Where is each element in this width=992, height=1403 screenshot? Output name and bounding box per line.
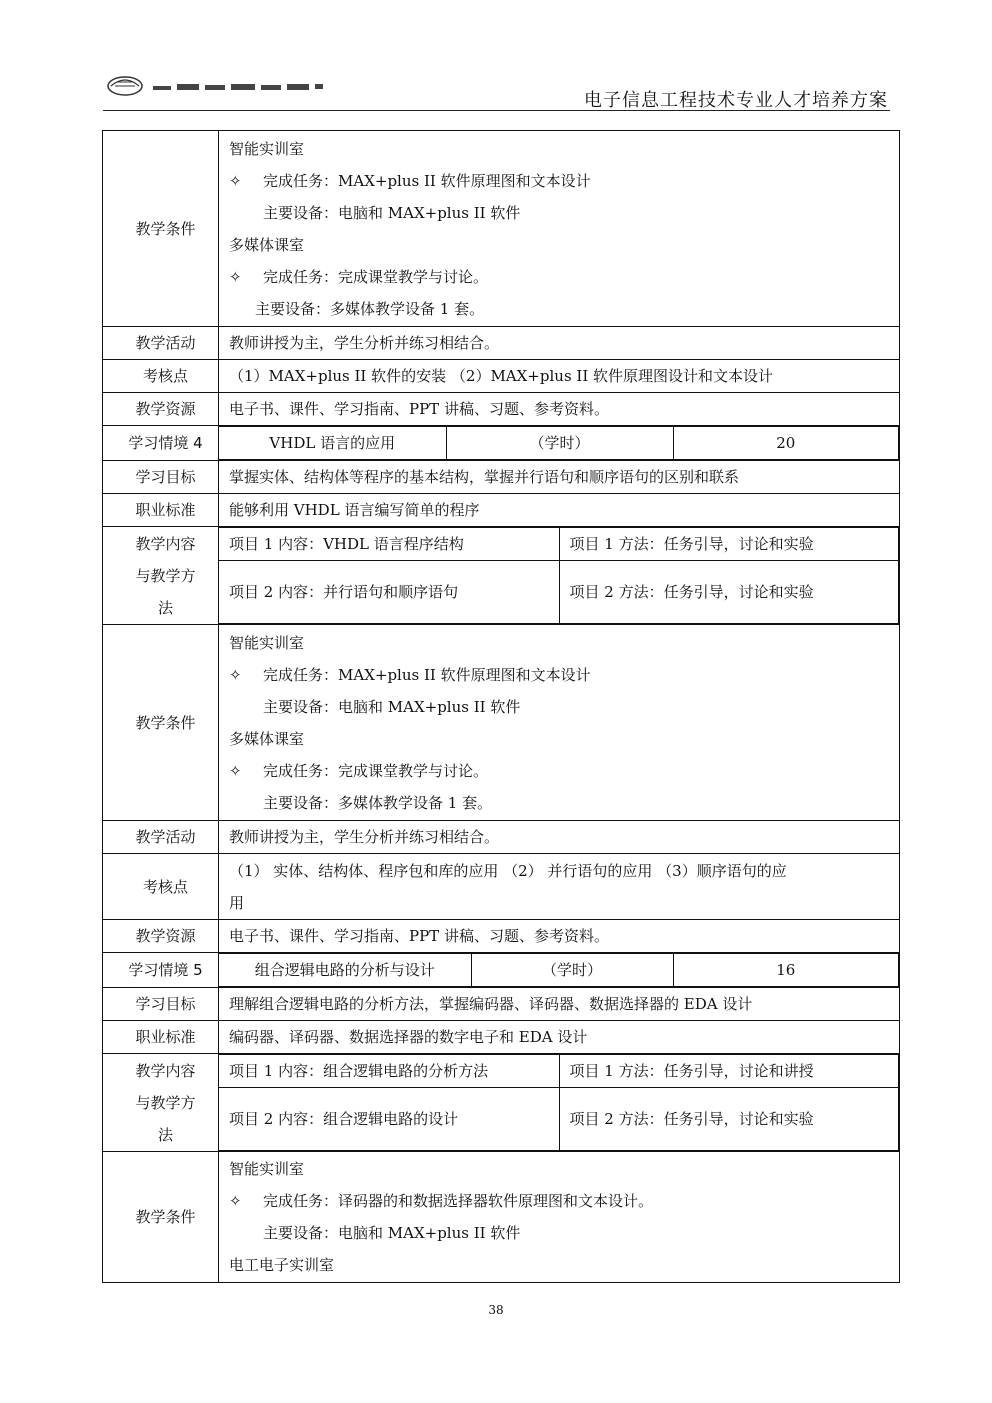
professional-standard-row xyxy=(103,1021,900,1054)
curriculum-table xyxy=(102,130,900,1283)
condition-line: 完成任务：完成课堂教学与讨论。 xyxy=(263,267,489,286)
row-label: 教学条件 xyxy=(103,1152,219,1283)
condition-line: 主要设备：电脑和 MAX+plus II 软件 xyxy=(263,1224,521,1242)
row-label: 学习情境 4 xyxy=(103,426,219,461)
item1-method: 项目 1 方法：任务引导，讨论和实验 xyxy=(559,528,899,561)
row-label: 教学资源 xyxy=(103,393,219,426)
row-label: 考核点 xyxy=(103,854,219,920)
teaching-activity-row xyxy=(103,821,900,854)
item1-content: 项目 1 内容：VHDL 语言程序结构 xyxy=(219,528,559,561)
hours-label: （学时） xyxy=(471,954,673,987)
teaching-activity-row xyxy=(103,327,900,360)
conditions-cell xyxy=(219,625,900,821)
row-label: 职业标准 xyxy=(103,1021,219,1054)
row-label: 学习情境 5 xyxy=(103,953,219,988)
teaching-conditions-row xyxy=(103,625,900,821)
scenario-name: 组合逻辑电路的分析与设计 xyxy=(219,954,471,987)
bullet-icon: ✧ xyxy=(229,665,242,684)
professional-standard-row xyxy=(103,494,900,527)
hours-label: （学时） xyxy=(446,427,673,460)
resources-row xyxy=(103,920,900,953)
goal-cell: 掌握实体、结构体等程序的基本结构，掌握并行语句和顺序语句的区别和联系 xyxy=(219,461,900,494)
learning-goal-row xyxy=(103,988,900,1021)
bullet-icon: ✧ xyxy=(229,171,242,190)
content-methods-row xyxy=(103,527,900,625)
page-number: 38 xyxy=(488,1303,504,1317)
goal-cell: 理解组合逻辑电路的分析方法，掌握编码器、译码器、数据选择器的 EDA 设计 xyxy=(219,988,900,1021)
row-label: 考核点 xyxy=(103,360,219,393)
condition-line: 智能实训室 xyxy=(229,633,305,652)
standard-cell: 能够利用 VHDL 语言编写简单的程序 xyxy=(219,494,900,527)
condition-line: 主要设备：多媒体教学设备 1 套。 xyxy=(255,299,485,318)
item2-content: 项目 2 内容：组合逻辑电路的设计 xyxy=(219,1088,559,1151)
document-title: 电子信息工程技术专业人才培养方案 xyxy=(584,90,888,111)
standard-cell: 编码器、译码器、数据选择器的数字电子和 EDA 设计 xyxy=(219,1021,900,1054)
condition-line: 完成任务：译码器的和数据选择器软件原理图和文本设计。 xyxy=(263,1192,654,1210)
condition-line: 智能实训室 xyxy=(229,139,305,158)
scenario-row xyxy=(103,953,900,988)
content-methods-row xyxy=(103,1054,900,1152)
activity-cell: 教师讲授为主，学生分析并练习相结合。 xyxy=(219,327,900,360)
teaching-conditions-row xyxy=(103,131,900,327)
row-label: 教学内容 与教学方 法 xyxy=(103,1054,219,1152)
condition-line: 主要设备：多媒体教学设备 1 套。 xyxy=(263,793,493,812)
resources-cell: 电子书、课件、学习指南、PPT 讲稿、习题、参考资料。 xyxy=(219,393,900,426)
item1-content: 项目 1 内容：组合逻辑电路的分析方法 xyxy=(219,1055,559,1088)
bullet-icon: ✧ xyxy=(229,761,242,780)
row-label: 教学资源 xyxy=(103,920,219,953)
condition-line: 主要设备：电脑和 MAX+plus II 软件 xyxy=(263,203,521,222)
row-label: 教学内容 与教学方 法 xyxy=(103,527,219,625)
row-label: 教学活动 xyxy=(103,821,219,854)
row-label: 学习目标 xyxy=(103,988,219,1021)
assessment-cell: （1）MAX+plus II 软件的安装 （2）MAX+plus II 软件原理图设计和文本设计 xyxy=(219,360,900,393)
conditions-cell xyxy=(219,131,900,327)
row-label: 职业标准 xyxy=(103,494,219,527)
hours-value: 20 xyxy=(673,427,899,460)
condition-line: 完成任务：MAX+plus II 软件原理图和文本设计 xyxy=(263,665,591,684)
assessment-cell: （1） 实体、结构体、程序包和库的应用 （2） 并行语句的应用 （3）顺序语句的应 用 xyxy=(219,854,900,920)
item1-method: 项目 1 方法：任务引导，讨论和讲授 xyxy=(559,1055,899,1088)
item2-content: 项目 2 内容：并行语句和顺序语句 xyxy=(219,561,559,624)
resources-cell: 电子书、课件、学习指南、PPT 讲稿、习题、参考资料。 xyxy=(219,920,900,953)
condition-line: 多媒体课室 xyxy=(229,729,305,748)
item2-method: 项目 2 方法：任务引导，讨论和实验 xyxy=(559,561,899,624)
assessment-row xyxy=(103,360,900,393)
bullet-icon: ✧ xyxy=(229,1192,242,1210)
activity-cell: 教师讲授为主，学生分析并练习相结合。 xyxy=(219,821,900,854)
condition-line: 智能实训室 xyxy=(229,1160,305,1178)
teaching-conditions-row xyxy=(103,1152,900,1283)
condition-line: 电工电子实训室 xyxy=(229,1256,335,1274)
conditions-cell xyxy=(219,1152,900,1283)
hours-value: 16 xyxy=(673,954,899,987)
row-label: 教学活动 xyxy=(103,327,219,360)
scenario-row xyxy=(103,426,900,461)
condition-line: 完成任务：完成课堂教学与讨论。 xyxy=(263,761,489,780)
bullet-icon: ✧ xyxy=(229,267,242,286)
row-label: 学习目标 xyxy=(103,461,219,494)
scenario-name: VHDL 语言的应用 xyxy=(219,427,446,460)
condition-line: 多媒体课室 xyxy=(229,235,305,254)
condition-line: 主要设备：电脑和 MAX+plus II 软件 xyxy=(263,697,521,716)
learning-goal-row xyxy=(103,461,900,494)
condition-line: 完成任务：MAX+plus II 软件原理图和文本设计 xyxy=(263,171,591,190)
page-header xyxy=(103,68,890,111)
item2-method: 项目 2 方法：任务引导，讨论和实验 xyxy=(559,1088,899,1151)
row-label: 教学条件 xyxy=(103,625,219,821)
school-logo-icon xyxy=(105,72,345,98)
assessment-row xyxy=(103,854,900,920)
resources-row xyxy=(103,393,900,426)
row-label: 教学条件 xyxy=(103,131,219,327)
